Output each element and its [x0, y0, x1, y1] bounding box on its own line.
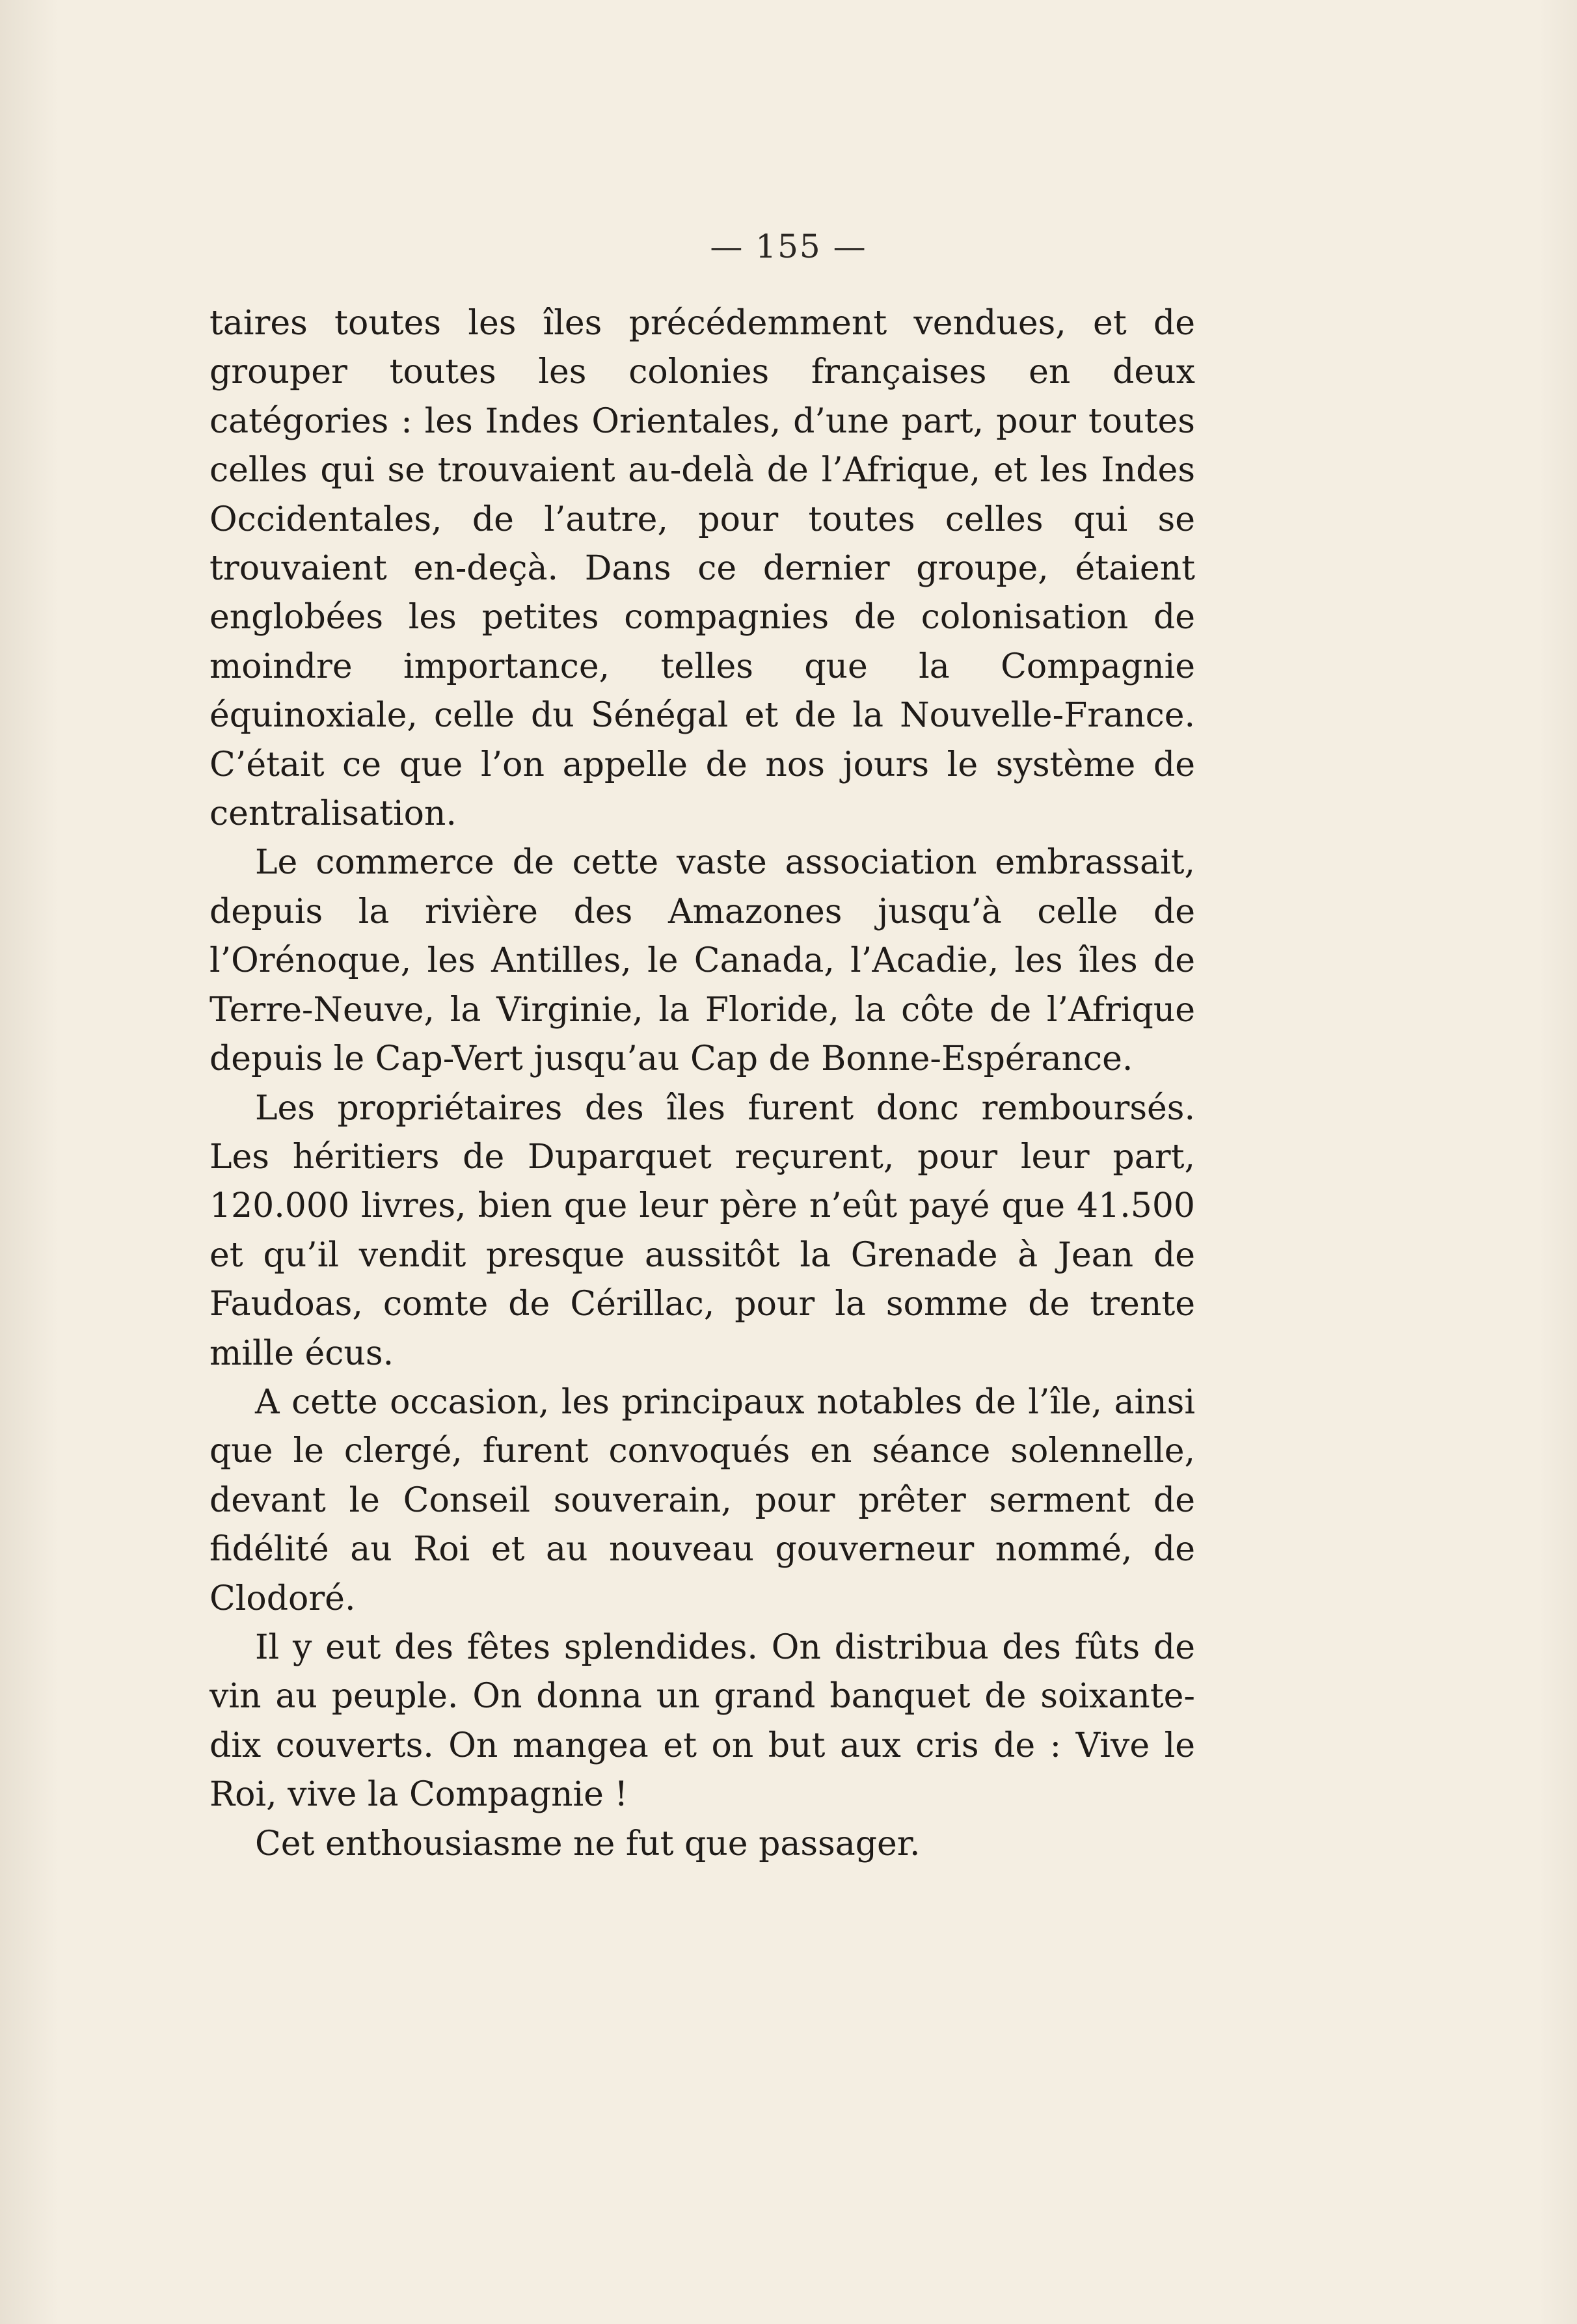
- page-number: — 155 —: [710, 228, 867, 265]
- paragraph-1: taires toutes les îles précédemment vendues, et de grouper toutes les colonies françaises en deux catégories : les Indes Orientales, d’une part, pour toutes celles qui se trouvaient au-delà de l’Afrique, et les Indes Occidentales, de l’autre, pour toutes celles qui se trouvaient en-deçà. Dans ce dernier groupe, étaient englobées les petites compagnies de colonisation de moindre importance, telles que la Compagnie équinoxiale, celle du Sénégal et de la Nouvelle-France. C’était ce que l’on appelle de nos jours le système de centralisation.: [209, 304, 1195, 834]
- paragraph-6: Cet enthousiasme ne fut que passager.: [255, 1824, 921, 1863]
- paragraph-2: Le commerce de cette vaste association embrassait, depuis la rivière des Amazones jusqu’à celle de l’Orénoque, les Antilles, le Canada, l’Acadie, les îles de Terre-Neuve, la Virginie, la Floride, la côte de l’Afrique depuis le Cap-Vert jusqu’au Cap de Bonne-Espérance.: [209, 843, 1195, 1079]
- body-text: [209, 299, 1195, 1869]
- paragraph-4: A cette occasion, les principaux notables de l’île, ainsi que le clergé, furent convoqués en séance solennelle, devant le Conseil souverain, pour prêter serment de fidélité au Roi et au nouveau gouverneur nommé, de Clodoré.: [209, 1382, 1195, 1618]
- paragraph-3: Les propriétaires des îles furent donc remboursés. Les héritiers de Duparquet reçurent, pour leur part, 120.000 livres, bien que leur père n’eût payé que 41.500 et qu’il vendit presque aussitôt la Grenade à Jean de Faudoas, comte de Cérillac, pour la somme de trente mille écus.: [209, 1088, 1195, 1373]
- paragraph-5: Il y eut des fêtes splendides. On distribua des fûts de vin au peuple. On donna un grand banquet de soixante-dix couverts. On mangea et on but aux cris de : Vive le Roi, vive la Compagnie !: [209, 1627, 1195, 1815]
